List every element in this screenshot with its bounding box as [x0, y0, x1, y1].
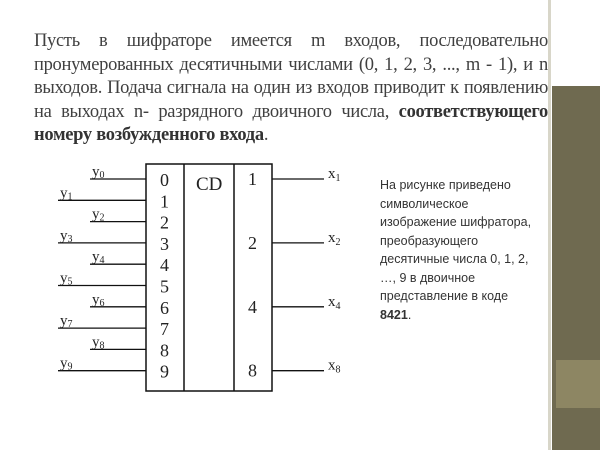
diagram-caption	[380, 176, 540, 324]
output-label: $x_4$	[328, 293, 341, 312]
input-label: y2	[92, 206, 105, 224]
input-label: y7	[60, 313, 73, 331]
caption-end: .	[407, 307, 412, 322]
output-label: $x_8$	[328, 357, 341, 376]
encoder-inputs	[58, 164, 169, 382]
input-number: 6	[160, 297, 169, 318]
encoder-title: CD	[196, 174, 223, 195]
input-label: y3	[60, 227, 73, 245]
output-label-subscript: 2	[335, 236, 341, 248]
input-number: 4	[160, 255, 169, 276]
output-weight: 4	[248, 296, 257, 317]
input-label-subscript: 9	[67, 361, 73, 373]
intro-end: .	[263, 125, 269, 145]
output-weight: 2	[248, 232, 257, 253]
input-number: 5	[160, 276, 169, 297]
input-label: y5	[60, 270, 73, 288]
input-number: 8	[160, 340, 169, 361]
output-weight: 8	[248, 360, 257, 381]
input-label-subscript: 0	[99, 170, 105, 181]
input-label-subscript: 5	[67, 276, 73, 288]
intro-text: Пусть в шифраторе имеется m входов, последовательно пронумерованных десятичными числами (0, 1, 2, 3, ..., m - 1), и n выходов. Подача сигнала на один из входов приводит к появлению на выходах n- разрядного двоичного числа,	[34, 31, 548, 122]
input-number: 3	[160, 233, 169, 254]
output-label-subscript: 1	[335, 173, 341, 184]
intro-bold-text: соответствующего номеру возбужденного входа	[34, 101, 548, 145]
input-label: y1	[60, 185, 73, 203]
input-number: 7	[160, 319, 169, 340]
input-label-subscript: 7	[67, 319, 73, 331]
output-label-subscript: 4	[335, 300, 341, 312]
input-label-subscript: 4	[99, 255, 105, 267]
output-label: $x_2$	[328, 229, 341, 248]
output-label-subscript: 8	[335, 364, 341, 376]
input-number: 0	[160, 170, 169, 190]
input-label-subscript: 1	[67, 191, 73, 203]
input-label: y0	[92, 164, 105, 181]
input-number: 1	[160, 191, 169, 212]
output-weight: 1	[248, 169, 257, 189]
input-label-subscript: 8	[99, 340, 105, 352]
input-label: y8	[92, 334, 105, 352]
output-label: $x_1$	[328, 166, 341, 184]
input-label: y4	[92, 249, 105, 267]
encoder-outputs	[248, 166, 341, 381]
caption-text: На рисунке приведено символическое изображение шифратора, преобразующего десятичные числа 0, 1, 2, …, 9 в двоичное представление в коде	[380, 178, 532, 303]
input-label: y9	[60, 355, 73, 373]
input-label-subscript: 3	[67, 233, 73, 245]
input-label-subscript: 6	[99, 297, 105, 309]
input-number: 2	[160, 212, 169, 233]
input-label-subscript: 2	[99, 212, 105, 224]
input-label: y6	[92, 291, 105, 309]
input-number: 9	[160, 361, 169, 382]
caption-code: 8421	[380, 307, 408, 322]
